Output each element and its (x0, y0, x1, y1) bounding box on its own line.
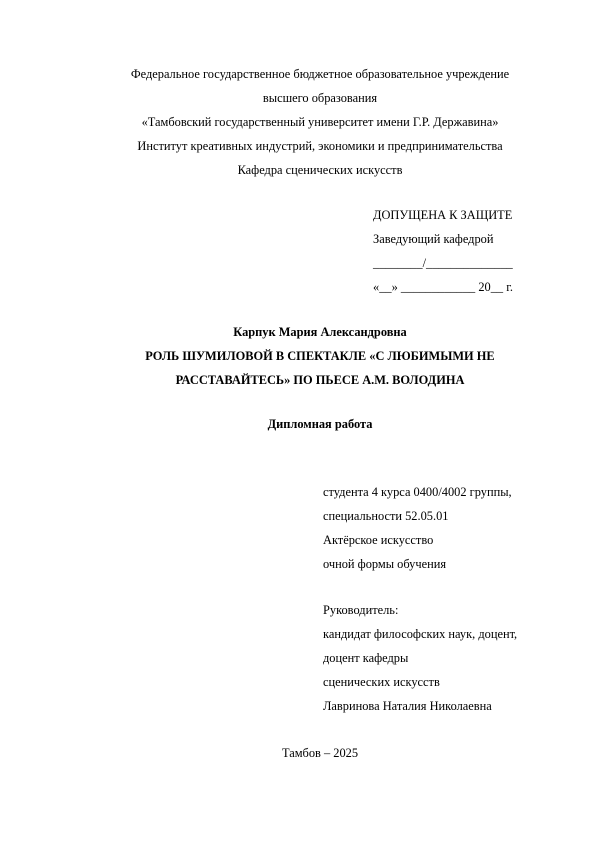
approval-signature-line: ________/______________ (373, 256, 513, 270)
work-type: Дипломная работа (267, 417, 373, 431)
thesis-title-line-2: РАССТАВАЙТЕСЬ» ПО ПЬЕСЕ А.М. ВОЛОДИНА (175, 373, 465, 387)
approval-head-of-department: Заведующий кафедрой (373, 232, 494, 246)
supervisor-degree: кандидат философских наук, доцент, (323, 627, 518, 641)
thesis-title-line-1: РОЛЬ ШУМИЛОВОЙ В СПЕКТАКЛЕ «С ЛЮБИМЫМИ НЕ (145, 349, 495, 363)
student-course-group: студента 4 курса 0400/4002 группы, (323, 485, 512, 499)
supervisor-position: доцент кафедры (323, 651, 409, 665)
author-name: Карпук Мария Александровна (233, 325, 407, 339)
supervisor-name: Лавринова Наталия Николаевна (323, 699, 492, 713)
header-line-education-level: высшего образования (262, 91, 378, 105)
city-year: Тамбов – 2025 (281, 746, 359, 760)
student-specialty-name: Актёрское искусство (323, 533, 434, 547)
approval-heading: ДОПУЩЕНА К ЗАЩИТЕ (373, 208, 513, 222)
approval-date-line: «__» ____________ 20__ г. (373, 280, 513, 294)
supervisor-label: Руководитель: (323, 603, 399, 617)
header-line-institute: Институт креативных индустрий, экономики и предпринимательства (137, 139, 503, 153)
header-line-university: «Тамбовский государственный университет имени Г.Р. Державина» (141, 115, 499, 129)
header-line-institution-type: Федеральное государственное бюджетное образовательное учреждение (130, 67, 510, 81)
student-specialty-code: специальности 52.05.01 (323, 509, 449, 523)
student-study-form: очной формы обучения (323, 557, 447, 571)
supervisor-department: сценических искусств (323, 675, 440, 689)
header-line-department: Кафедра сценических искусств (237, 163, 403, 177)
